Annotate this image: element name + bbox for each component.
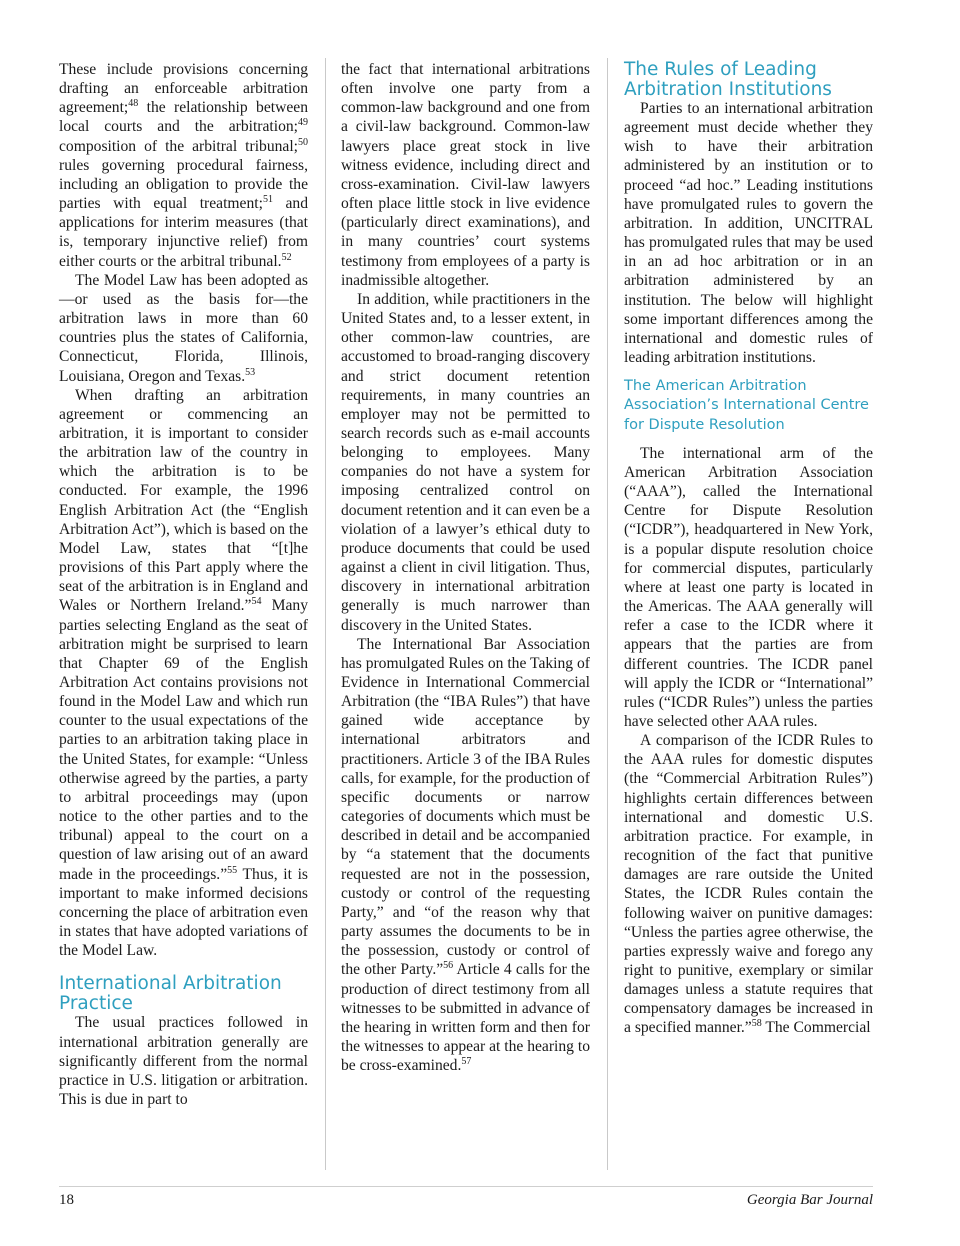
footnote-ref: 56 (443, 960, 454, 972)
paragraph: The Model Law has been adopted as—or used as the basis for—the arbitration laws in more than 60 countries plus the states of California, Connecticut, Florida, Illinois, Louisiana, Oregon and Texas.$^{53}$ (59, 271, 308, 385)
paragraph: A comparison of the ICDR Rules to the AAA rules for domestic disputes (the “Commercial Arbitration Rules”) highlights certain differences between international and domestic U.S. arbitration practice. For example, in recognition of the fact that punitive damages are rare outside the United States, the ICDR Rules contain the following waiver on punitive damages: “Unless the parties agree otherwise, the parties expressly waive and forego any right to punitive, exemplary or similar damages unless a statute requires that compensatory damages be increased in a specified manner.”$^{58}$ The Commercial (624, 732, 873, 1037)
paragraph: the fact that international arbitrations often involve one party from a common-law background and one from a civil-law background. Common-law lawyers place great stock in live witness evidence, including direct and cross-examination. Civil-law lawyers often place little stock in live evidence (particularly direct examinations), and in many countries’ court systems testimony from employees of a party is inadmissible altogether. (341, 61, 590, 289)
column-left (59, 60, 308, 1109)
paragraph: The International Bar Association has promulgated Rules on the Taking of Evidence in International Commercial Arbitration (the “IBA Rules”) that have gained wide acceptance by international arbitrators and practitioners. Article 3 of the IBA Rules calls, for example, for the production of specific documents or narrow categories of documents which must be described in detail and be accompanied by “a statement that the documents requested are not in the possession, custody or control of the requesting Party,” and “of the reason why that party assumes the documents to be in the possession, custody or control of the other Party.”$^{56}$ Article 4 calls for the production of direct testimony from all witnesses to be submitted in advance of the hearing in written form and then for the witnesses to appear at the hearing to be cross-examined.$^{57}$ (341, 635, 591, 1075)
footnote-ref: 55 (227, 864, 238, 876)
section-heading: The Rules of Leading Arbitration Institutions (624, 59, 832, 100)
paragraph: Parties to an international arbitration agreement must decide whether they wish to have their arbitration administered by an institution or to proceed “ad hoc.” Leading institutions have promulgated rules to govern the arbitration. In addition, UNCITRAL has promulgated rules that may be used in an ad hoc arbitration or in an arbitration administered by an institution. The below will highlight some important differences among the international and domestic rules of leading arbitration institutions. (624, 100, 873, 367)
subsection-heading: The American Arbitration Association’s International Centre for Dispute Resolution (624, 378, 869, 433)
footnote-ref: 54 (251, 596, 262, 608)
paragraph: In addition, while practitioners in the United States and, to a lesser extent, in other common-law countries, are accustomed to broad-ranging discovery and strict document retention requirements, in many countries an employer may not be permitted to search records such as e-mail accounts belonging to employees. Many companies do not have a system for imposing centralized control on document retention and it can even be a violation of a lawyer’s ethical duty to produce documents that could be used against a client in civil litigation. Thus, discovery in international arbitration generally is much narrower than discovery in the United States. (341, 290, 590, 634)
section-heading: International Arbitration Practice (59, 973, 282, 1014)
footnote-ref: 49 (298, 117, 308, 129)
footnote-ref: 50 (298, 136, 308, 148)
paragraph: The international arm of the American Arbitration Association (“AAA”), called the International Centre for Dispute Resolution (“ICDR”), headquartered in New York, is a popular dispute resolution choice for commercial disputes, particularly where at least one party is located in the Americas. The AAA generally will refer a case to the ICDR where it appears that the parties are from different countries. The ICDR panel will apply the ICDR or “International” rules (“ICDR Rules”) unless the parties have selected other AAA rules. (624, 444, 873, 730)
page-number: 18 (59, 1192, 74, 1208)
footer-divider (59, 1186, 873, 1187)
paragraph: When drafting an arbitration agreement or commencing an arbitration, it is important to consider the arbitration law of the country in which the arbitration is to be conducted. For example, the 1996 English Arbitration Act (the “English Arbitration Act”), which is based on the Model Law, states that “[t]he provisions of this Part apply where the seat of the arbitration is in England and Wales or Northern Ireland.”$^{54}$ Many parties selecting England as the seat of arbitration might be surprised to learn that Chapter 69 of the English Arbitration Act contains provisions not found in the Model Law and which run counter to the usual expectations of the parties to an arbitration taking place in the United States, for example: “Unless otherwise agreed by the parties, a party to arbitral proceedings may (upon notice to the other parties and to the tribunal) appeal to the court on a question of law arising out of an award made in the proceedings.”$^{55}$ Thus, it is important to make informed decisions concerning the place of arbitration even in states that have adopted variations of the Model Law. (59, 386, 309, 960)
paragraph: The usual practices followed in international arbitration generally are significantly different from the normal practice in U.S. litigation or arbitration. This is due in part to (59, 1014, 308, 1108)
column-middle (341, 60, 590, 1075)
footnote-ref: 52 (281, 251, 292, 263)
footnote-ref: 51 (262, 194, 273, 206)
journal-name: Georgia Bar Journal (746, 1192, 873, 1208)
footnote-ref: 53 (245, 366, 256, 378)
footnote-ref: 58 (751, 1018, 762, 1030)
column-right (624, 60, 873, 1038)
column-divider (607, 58, 608, 1170)
footnote-ref: 48 (128, 98, 139, 110)
column-divider (325, 58, 326, 1170)
footnote-ref: 57 (461, 1056, 472, 1068)
paragraph: These include provisions concerning drafting an enforceable arbitration agreement;$^{48}$ the relationship between local courts and the arbitration;$^{49}$ composition of the arbitral tribunal;$^{50}$ rules governing procedural fairness, including an obligation to provide the parties with equal treatment;$^{51}$ and applications for interim measures (that is, temporary injunctive relief) from either courts or the arbitral tribunal.$^{52}$ (59, 61, 309, 270)
